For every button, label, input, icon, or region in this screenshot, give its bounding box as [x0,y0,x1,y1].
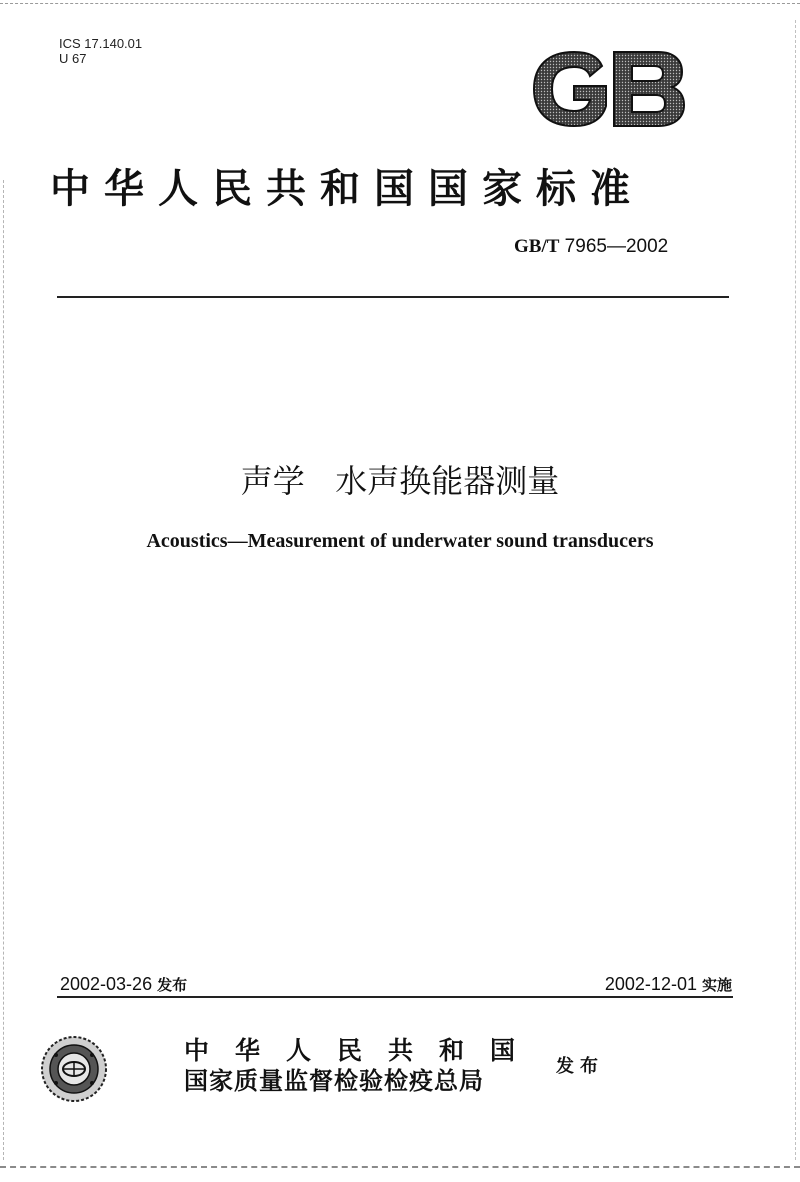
aqsiq-seal-icon [40,1035,108,1103]
effective-date: 2002-12-01 [604,974,697,994]
standard-number-prefix: GB/T [514,236,560,257]
gb-logo-icon [528,48,688,130]
publisher-line-1: 中华人民共和国 [184,1036,542,1065]
header-divider [57,296,729,298]
effective-date-line [605,974,732,995]
document-title-english: Acoustics—Measurement of underwater sound transducers [146,530,654,552]
standard-number [514,236,704,258]
scan-edge-top [0,3,800,4]
publish-label: 发布 [556,1056,604,1077]
classification-codes [59,36,142,66]
standard-category-title: 中华人民共和国国家标准 [50,165,644,212]
effective-label: 实施 [701,976,732,994]
publisher-line-2: 国家质量监督检验检疫总局 [184,1066,484,1095]
issue-label: 发布 [157,976,188,994]
scan-edge-bottom [0,1166,800,1168]
document-title-chinese: 声学 水声换能器测量 [240,462,560,500]
issue-date: 2002-03-26 [60,974,153,994]
scan-edge-right [795,20,796,1160]
scan-edge-left [3,180,4,1160]
ics-code: ICS 17.140.01 [59,36,143,51]
publisher-block [184,1036,541,1096]
ccs-code: U 67 [59,51,87,66]
standard-number-value: 7965—2002 [559,236,669,257]
issue-date-line [60,974,187,995]
footer-divider [57,996,733,998]
